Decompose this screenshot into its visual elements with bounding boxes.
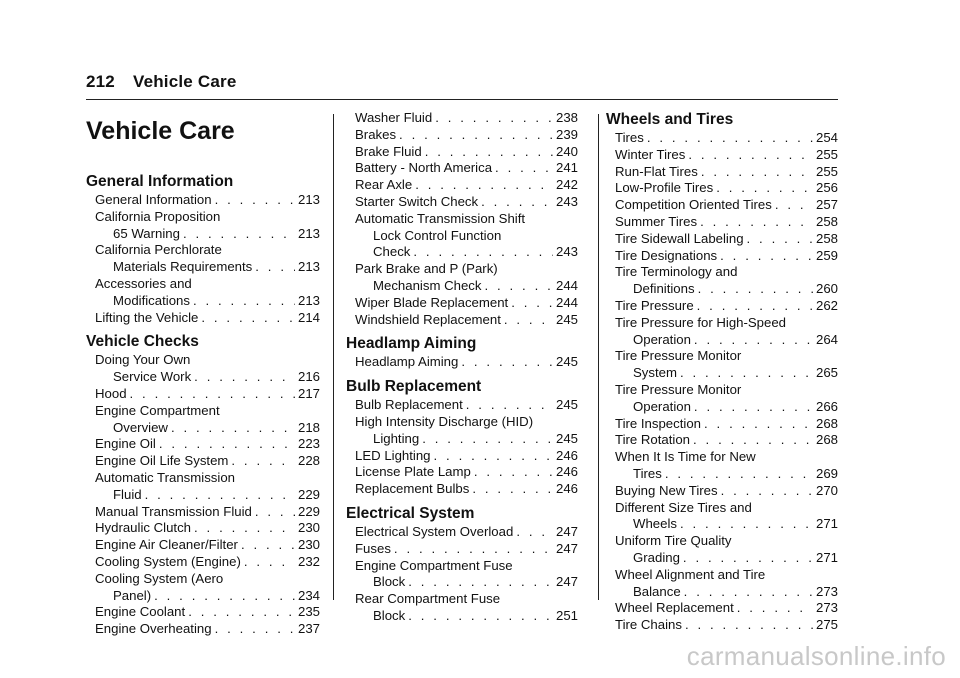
toc-entry[interactable] [346, 177, 578, 194]
toc-page-number: 244 [555, 294, 578, 310]
toc-entry-text: Operation [633, 398, 691, 414]
toc-entry[interactable] [606, 197, 838, 214]
toc-page-number: 218 [297, 419, 320, 435]
toc-entry-text: Block [373, 607, 406, 623]
toc-entry-text: Operation [633, 331, 691, 347]
toc-page-number: 237 [297, 621, 320, 637]
dot-leader [415, 177, 553, 194]
dot-leader [737, 600, 813, 617]
toc-entry[interactable] [86, 403, 320, 437]
toc-entry-text: Definitions [633, 281, 695, 297]
toc-page-number: 269 [815, 465, 838, 481]
dot-leader [495, 160, 553, 177]
toc-page-number: 243 [555, 244, 578, 260]
toc-entry-text: Block [373, 574, 406, 590]
dot-leader [145, 487, 295, 504]
dot-leader [394, 541, 553, 558]
dot-leader [244, 554, 295, 571]
toc-entry[interactable] [346, 414, 578, 448]
toc-entry[interactable] [346, 295, 578, 312]
toc-entry-text: Engine Oil [95, 436, 156, 452]
toc-page-number: 251 [555, 607, 578, 623]
toc-entry[interactable] [606, 231, 838, 248]
toc-page-number: 255 [815, 163, 838, 179]
toc-page-number: 262 [815, 297, 838, 313]
toc-entry-text: When It Is Time for New [615, 449, 756, 465]
dot-leader [775, 197, 813, 214]
toc-entry-text: Mechanism Check [373, 277, 482, 293]
toc-entry-text: Panel) [113, 587, 152, 603]
toc-entry-text: Check [373, 244, 411, 260]
toc-entry-text: Winter Tires [615, 146, 686, 162]
dot-leader [665, 466, 813, 483]
toc-entry[interactable] [606, 500, 838, 534]
dot-leader [516, 524, 553, 541]
toc-page-number: 275 [815, 617, 838, 633]
toc-entry-text: Overview [113, 419, 168, 435]
dot-leader [241, 537, 295, 554]
toc-entry-text: Low-Profile Tires [615, 180, 714, 196]
toc-entry-text: Tire Pressure for High-Speed [615, 314, 787, 330]
toc-entry[interactable] [346, 312, 578, 329]
dot-leader [704, 416, 813, 433]
toc-entry-text: Wiper Blade Replacement [355, 294, 509, 310]
page-number: 212 [86, 72, 115, 91]
toc-entry-text: Washer Fluid [355, 110, 433, 125]
toc-page-number: 232 [297, 553, 320, 569]
toc-entry[interactable] [606, 567, 838, 601]
toc-page-number: 259 [815, 247, 838, 263]
toc-entry[interactable] [86, 470, 320, 504]
dot-leader [422, 431, 553, 448]
toc-entry-text: Electrical System Overload [355, 523, 514, 539]
toc-entry[interactable] [86, 604, 320, 621]
toc-entry[interactable] [606, 164, 838, 181]
toc-entry-text: Engine Compartment Fuse [355, 557, 513, 573]
toc-page-number: 258 [815, 213, 838, 229]
toc-entry[interactable] [346, 397, 578, 414]
toc-page-number: 247 [555, 523, 578, 539]
dot-leader [688, 147, 813, 164]
toc-entry[interactable] [86, 554, 320, 571]
toc-entry[interactable] [86, 310, 320, 327]
toc-entry-text: Modifications [113, 292, 190, 308]
toc-entry-text: General Information [95, 192, 212, 207]
toc-entry-text: Cooling System (Aero [95, 570, 224, 586]
dot-leader [255, 259, 295, 276]
toc-entry-text: Tires [633, 465, 662, 481]
toc-entry-text: Engine Oil Life System [95, 453, 229, 469]
toc-page-number: 216 [297, 369, 320, 385]
toc-entry-text: System [633, 365, 677, 381]
toc-entry-text: Tire Rotation [615, 432, 691, 448]
toc-entry-text: Materials Requirements [113, 259, 253, 275]
toc-entry-text: Headlamp Aiming [355, 354, 459, 370]
toc-page-number: 213 [297, 192, 320, 207]
dot-leader [511, 295, 553, 312]
toc-entry[interactable] [606, 432, 838, 449]
dot-leader [461, 354, 553, 371]
dot-leader [683, 550, 813, 567]
toc-entry-text: Bulb Replacement [355, 397, 463, 413]
dot-leader [159, 436, 295, 453]
toc-entry-text: Competition Oriented Tires [615, 197, 772, 213]
toc-entry-text: Tire Inspection [615, 415, 702, 431]
toc-entry[interactable] [86, 621, 320, 638]
toc-page-number: 239 [555, 126, 578, 142]
toc-entry-text: License Plate Lamp [355, 464, 471, 480]
dot-leader [434, 448, 553, 465]
dot-leader [435, 110, 553, 127]
dot-leader [255, 504, 295, 521]
toc-page-number: 257 [815, 197, 838, 213]
toc-entry-text: Tire Pressure [615, 297, 694, 313]
toc-entry[interactable] [606, 600, 838, 617]
dot-leader [484, 278, 553, 295]
toc-entry-text: Wheel Replacement [615, 600, 734, 616]
dot-leader [481, 194, 553, 211]
toc-page-number: 241 [555, 160, 578, 176]
toc-entry[interactable] [346, 144, 578, 161]
toc-page-number: 273 [815, 600, 838, 616]
dot-leader [183, 226, 295, 243]
toc-entry-text: Tire Pressure Monitor [615, 348, 742, 364]
toc-page-number: 258 [815, 230, 838, 246]
dot-leader [193, 293, 295, 310]
toc-entry-text: Battery - North America [355, 160, 493, 176]
toc-entry[interactable] [606, 315, 838, 349]
toc-entry-text: Lighting [373, 430, 420, 446]
toc-entry-text: Lifting the Vehicle [95, 309, 199, 325]
toc-page-number: 273 [815, 583, 838, 599]
toc-entry-text: Grading [633, 549, 680, 565]
toc-entry-text: Cooling System (Engine) [95, 553, 241, 569]
dot-leader [231, 453, 295, 470]
toc-entry[interactable] [346, 194, 578, 211]
column-divider [598, 114, 599, 600]
toc-page-number: 268 [815, 432, 838, 448]
toc-entry-text: High Intensity Discharge (HID) [355, 413, 534, 429]
toc-entry[interactable] [606, 264, 838, 298]
toc-page-number: 229 [297, 503, 320, 519]
dot-leader [694, 332, 813, 349]
toc-page-number: 234 [297, 587, 320, 603]
toc-entry-text: Manual Transmission Fluid [95, 503, 252, 519]
toc-page-number: 229 [297, 486, 320, 502]
toc-entry[interactable] [346, 354, 578, 371]
toc-page-number: 246 [555, 464, 578, 480]
section-heading: Bulb Replacement [346, 378, 482, 396]
dot-leader [647, 130, 813, 147]
toc-entry[interactable] [346, 541, 578, 558]
toc-entry[interactable] [606, 147, 838, 164]
dot-leader [701, 164, 813, 181]
toc-entry-text: Lock Control Function [373, 227, 502, 243]
toc-entry-text: Tire Terminology and [615, 264, 738, 280]
toc-entry-text: Doing Your Own [95, 352, 191, 368]
toc-entry[interactable] [86, 276, 320, 310]
toc-entry-text: Wheel Alignment and Tire [615, 566, 766, 582]
toc-column-1 [86, 102, 320, 638]
toc-entry[interactable] [346, 558, 578, 592]
toc-entry[interactable] [346, 481, 578, 498]
toc-entry[interactable] [86, 209, 320, 243]
toc-page-number: 240 [555, 143, 578, 159]
toc-entry-text: Engine Coolant [95, 604, 186, 620]
toc-entry[interactable] [606, 483, 838, 500]
toc-page-number: 254 [815, 130, 838, 145]
section-heading: Electrical System [346, 504, 475, 522]
toc-page-number: 260 [815, 281, 838, 297]
dot-leader [466, 397, 553, 414]
header-rule [86, 99, 838, 100]
toc-entry[interactable] [86, 571, 320, 605]
dot-leader [680, 365, 813, 382]
toc-page-number: 213 [297, 259, 320, 275]
toc-entry-text: Tire Designations [615, 247, 718, 263]
toc-entry-text: Tire Pressure Monitor [615, 381, 742, 397]
toc-entry[interactable] [346, 127, 578, 144]
toc-entry-text: 65 Warning [113, 225, 180, 241]
toc-entry-text: Fuses [355, 540, 391, 556]
toc-entry-text: Accessories and [95, 275, 192, 291]
toc-page-number: 228 [297, 453, 320, 469]
toc-entry[interactable] [606, 348, 838, 382]
toc-page-number: 230 [297, 537, 320, 553]
section-heading: Wheels and Tires [606, 111, 734, 128]
dot-leader [425, 144, 553, 161]
dot-leader [194, 520, 295, 537]
toc-page-number: 264 [815, 331, 838, 347]
toc-entry[interactable] [86, 520, 320, 537]
toc-entry-text: Starter Switch Check [355, 193, 479, 209]
toc-page-number: 245 [555, 397, 578, 413]
dot-leader [188, 604, 295, 621]
toc-entry-text: Engine Compartment [95, 402, 220, 418]
dot-leader [194, 369, 295, 386]
toc-page-number: 214 [297, 309, 320, 325]
toc-entry-text: Replacement Bulbs [355, 481, 470, 497]
dot-leader [700, 214, 813, 231]
dot-leader [697, 298, 813, 315]
toc-page-number: 266 [815, 398, 838, 414]
toc-entry[interactable] [346, 211, 578, 261]
column-divider [333, 114, 334, 600]
toc-entry-text: Rear Compartment Fuse [355, 591, 501, 607]
toc-page-number: 265 [815, 365, 838, 381]
toc-page-number: 213 [297, 225, 320, 241]
dot-leader [472, 481, 553, 498]
dot-leader [399, 127, 553, 144]
dot-leader [680, 516, 813, 533]
dot-leader [171, 420, 295, 437]
dot-leader [215, 192, 295, 209]
toc-page-number: 245 [555, 311, 578, 327]
toc-entry-text: Hydraulic Clutch [95, 520, 192, 536]
section-heading: General Information [86, 173, 234, 190]
toc-entry[interactable] [606, 248, 838, 265]
toc-entry[interactable] [346, 448, 578, 465]
toc-page-number: 256 [815, 180, 838, 196]
dot-leader [684, 584, 813, 601]
dot-leader [685, 617, 813, 634]
toc-entry-text: Tires [615, 130, 644, 145]
dot-leader [408, 574, 553, 591]
toc-entry[interactable] [606, 617, 838, 634]
toc-entry[interactable] [86, 242, 320, 276]
toc-entry[interactable] [346, 464, 578, 481]
dot-leader [720, 248, 813, 265]
toc-entry-text: Brake Fluid [355, 143, 422, 159]
toc-entry-text: Engine Overheating [95, 621, 212, 637]
dot-leader [215, 621, 295, 638]
toc-column-2 [346, 110, 578, 625]
toc-entry-text: Run-Flat Tires [615, 163, 698, 179]
toc-page-number: 245 [555, 430, 578, 446]
dot-leader [698, 281, 813, 298]
toc-page-number: 268 [815, 415, 838, 431]
toc-entry-text: Different Size Tires and [615, 499, 752, 515]
toc-entry[interactable] [606, 298, 838, 315]
toc-entry[interactable] [346, 261, 578, 295]
toc-column-3 [606, 110, 838, 634]
dot-leader [201, 310, 295, 327]
dot-leader [474, 464, 553, 481]
toc-page-number: 244 [555, 277, 578, 293]
toc-page-number: 245 [555, 354, 578, 370]
toc-entry[interactable] [606, 416, 838, 433]
toc-page-number: 238 [555, 110, 578, 125]
dot-leader [154, 588, 295, 605]
toc-entry[interactable] [346, 591, 578, 625]
toc-entry-text: Tire Chains [615, 617, 682, 633]
toc-entry[interactable] [86, 352, 320, 386]
toc-page-number: 255 [815, 146, 838, 162]
toc-entry[interactable] [86, 453, 320, 470]
toc-entry[interactable] [346, 160, 578, 177]
toc-entry-text: LED Lighting [355, 447, 431, 463]
toc-entry-text: Buying New Tires [615, 482, 718, 498]
toc-entry-text: Hood [95, 385, 127, 401]
toc-page-number: 271 [815, 516, 838, 532]
toc-page-number: 247 [555, 574, 578, 590]
toc-page-number: 230 [297, 520, 320, 536]
toc-entry[interactable] [86, 192, 320, 209]
toc-entry[interactable] [86, 436, 320, 453]
dot-leader [747, 231, 813, 248]
toc-entry-text: Fluid [113, 486, 142, 502]
toc-page-number: 242 [555, 177, 578, 193]
toc-entry[interactable] [606, 214, 838, 231]
toc-page-number: 235 [297, 604, 320, 620]
toc-entry[interactable] [606, 130, 838, 147]
toc-entry-text: Engine Air Cleaner/Filter [95, 537, 238, 553]
toc-entry[interactable] [606, 180, 838, 197]
toc-entry[interactable] [606, 533, 838, 567]
toc-page-number: 271 [815, 549, 838, 565]
toc-entry[interactable] [346, 110, 578, 127]
dot-leader [716, 180, 813, 197]
page-header [86, 72, 237, 92]
toc-entry[interactable] [606, 382, 838, 416]
toc-page-number: 217 [297, 385, 320, 401]
toc-entry-text: Summer Tires [615, 213, 698, 229]
toc-page-number: 270 [815, 482, 838, 498]
toc-entry-text: Automatic Transmission Shift [355, 210, 526, 226]
toc-page-number: 246 [555, 447, 578, 463]
toc-entry[interactable] [86, 537, 320, 554]
header-section-title: Vehicle Care [132, 72, 237, 91]
toc-entry[interactable] [346, 524, 578, 541]
toc-entry-text: Park Brake and P (Park) [355, 261, 498, 277]
toc-page-number: 246 [555, 481, 578, 497]
toc-entry-text: Wheels [633, 516, 677, 532]
dot-leader [721, 483, 813, 500]
toc-page-number: 213 [297, 292, 320, 308]
chapter-title: Vehicle Care [86, 117, 235, 145]
watermark: carmanualsonline.info [686, 641, 946, 671]
toc-entry-text: Automatic Transmission [95, 469, 235, 485]
dot-leader [130, 386, 295, 403]
toc-page-number: 247 [555, 540, 578, 556]
dot-leader [693, 432, 813, 449]
toc-entry-text: Balance [633, 583, 681, 599]
toc-entry-text: Brakes [355, 126, 397, 142]
toc-entry-text: Uniform Tire Quality [615, 533, 732, 549]
dot-leader [408, 608, 553, 625]
toc-entry-text: Service Work [113, 369, 192, 385]
dot-leader [504, 312, 553, 329]
toc-page-number: 243 [555, 193, 578, 209]
toc-entry[interactable] [606, 449, 838, 483]
toc-entry[interactable] [86, 504, 320, 521]
dot-leader [694, 399, 813, 416]
toc-entry-text: Tire Sidewall Labeling [615, 230, 744, 246]
toc-entry[interactable] [86, 386, 320, 403]
toc-entry-text: California Proposition [95, 208, 221, 224]
toc-entry-text: California Perchlorate [95, 242, 222, 258]
toc-entry-text: Windshield Replacement [355, 311, 501, 327]
dot-leader [413, 244, 553, 261]
toc-entry-text: Rear Axle [355, 177, 413, 193]
section-heading: Vehicle Checks [86, 333, 199, 351]
section-heading: Headlamp Aiming [346, 335, 477, 353]
toc-page-number: 223 [297, 436, 320, 452]
